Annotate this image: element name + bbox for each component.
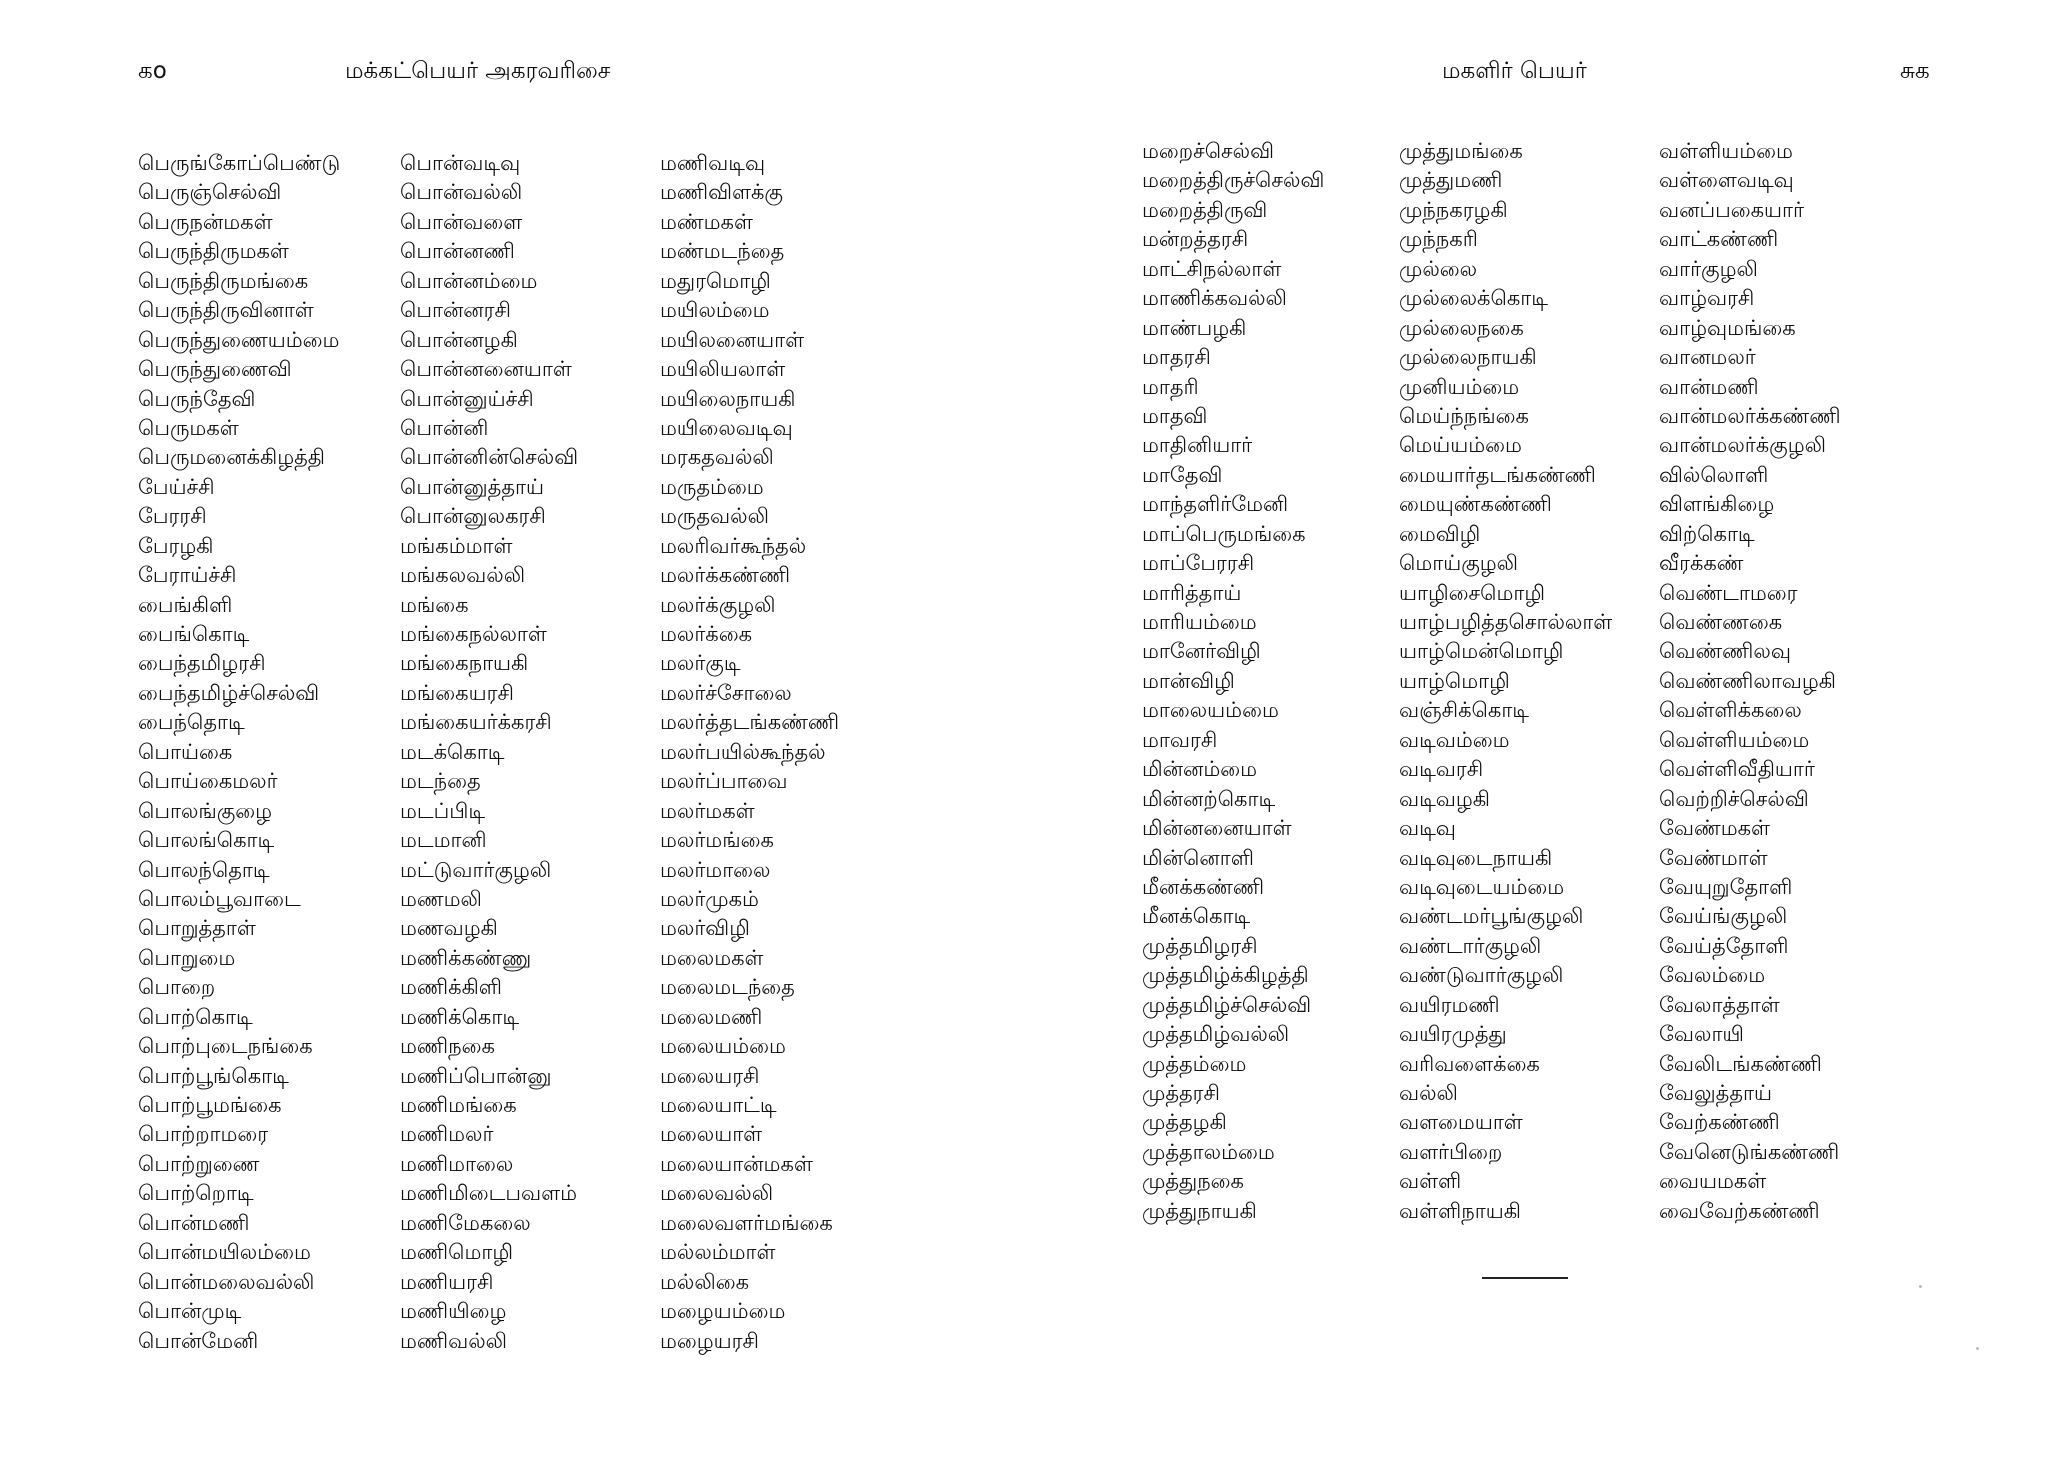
name-entry: மண்மகள் <box>660 209 753 234</box>
name-entry: வேற்கண்ணி <box>1659 1110 1780 1135</box>
name-entry: மெய்யம்மை <box>1399 433 1522 458</box>
name-entry: யாழிசைமொழி <box>1399 580 1546 605</box>
name-entry: மங்கைநாயகி <box>400 651 529 676</box>
name-entry: பொன்மயிலம்மை <box>138 1240 311 1265</box>
right-name-column-2 <box>1399 137 1612 1226</box>
name-entry: பொறுமை <box>138 945 236 970</box>
name-entry: பெருந்துணையம்மை <box>138 327 340 352</box>
name-entry: பைங்கிளி <box>138 592 233 617</box>
name-entry: வெண்ணகை <box>1659 610 1783 634</box>
name-entry: பொற்கொடி <box>138 1004 253 1029</box>
name-entry: முல்லைநகை <box>1399 315 1524 340</box>
name-entry: மணிப்பொன்னு <box>400 1063 552 1088</box>
name-entry: பைந்தமிழரசி <box>138 651 266 676</box>
name-entry: மருதவல்லி <box>660 504 769 529</box>
name-entry: மின்னம்மை <box>1142 757 1258 782</box>
name-entry: பொன்னரசி <box>400 298 511 323</box>
name-entry: மாப்பேரரசி <box>1142 551 1255 576</box>
name-entry: வான்மலர்க்கண்ணி <box>1659 403 1841 428</box>
name-entry: வடிவுடைநாயகி <box>1399 845 1553 870</box>
name-entry: மலைமடந்தை <box>660 975 795 1000</box>
name-entry: பொலம்பூவாடை <box>138 886 301 911</box>
name-entry: மாட்சிநல்லாள் <box>1142 256 1282 281</box>
name-entry: பொற்பூமங்கை <box>138 1093 282 1117</box>
name-entry: மயிலைவடிவு <box>660 415 793 440</box>
name-entry: பெருந்திருமங்கை <box>138 268 309 293</box>
name-entry: மணிவிளக்கு <box>660 180 783 205</box>
name-entry: பொன்வடிவு <box>400 151 521 175</box>
name-entry: பொன்மலைவல்லி <box>138 1269 315 1294</box>
name-entry: விளங்கிழை <box>1659 492 1775 517</box>
name-entry: முத்தமிழ்வல்லி <box>1142 1022 1290 1047</box>
name-entry: மாரித்தாய் <box>1142 580 1242 605</box>
name-entry: வேலாத்தாள் <box>1659 992 1780 1017</box>
name-entry: மங்கை <box>400 592 469 617</box>
name-entry: மட்டுவார்குழலி <box>400 857 552 882</box>
name-entry: பொன்னின்செல்வி <box>400 445 579 470</box>
name-entry: பொன்னுலகரசி <box>400 504 546 529</box>
name-entry: பொன்மணி <box>138 1210 250 1235</box>
name-entry: மலரிவர்கூந்தல் <box>660 533 807 558</box>
name-entry: மணிமிடைபவளம் <box>400 1181 577 1206</box>
name-entry: பேரழகி <box>138 533 214 558</box>
name-entry: மாந்தளிர்மேனி <box>1142 492 1289 517</box>
name-entry: மரகதவல்லி <box>660 445 774 470</box>
name-entry: பொன்னி <box>400 415 489 440</box>
name-entry: முல்லைக்கொடி <box>1399 286 1548 311</box>
name-entry: மடப்பிடி <box>400 798 486 823</box>
name-entry: பெருந்திருமகள் <box>138 239 289 264</box>
left-page-title: மக்கட்பெயர் அகரவரிசை <box>345 58 611 84</box>
left-name-column-2 <box>400 149 578 1356</box>
name-entry: பொன்வளை <box>400 209 523 234</box>
name-entry: வீரக்கண் <box>1659 551 1744 576</box>
name-entry: மணிக்கொடி <box>400 1004 520 1029</box>
name-entry: பெருந்திருவினாள் <box>138 298 314 323</box>
name-entry: மண்மடந்தை <box>660 239 785 264</box>
name-entry: மலர்ச்சோலை <box>660 680 792 705</box>
name-entry: மாதவி <box>1142 403 1208 428</box>
name-entry: வடிவு <box>1399 816 1456 841</box>
name-entry: மாலையம்மை <box>1142 698 1279 723</box>
name-entry: மணிமொழி <box>400 1240 514 1265</box>
name-entry: மணிவல்லி <box>400 1328 508 1353</box>
name-entry: பைங்கொடி <box>138 622 250 646</box>
name-entry: யாழ்பழித்தசொல்லாள் <box>1399 610 1613 634</box>
name-entry: வண்டார்குழலி <box>1399 933 1542 958</box>
name-entry: வயிரமுத்து <box>1399 1022 1507 1047</box>
name-entry: மங்கையரசி <box>400 680 514 705</box>
name-entry: மணமலி <box>400 886 482 911</box>
name-entry: மாண்பழகி <box>1142 315 1247 340</box>
name-entry: மலர்மகள் <box>660 798 755 823</box>
right-page <box>1024 0 2048 1466</box>
name-entry: பொற்பூங்கொடி <box>138 1063 289 1088</box>
name-entry: வைவேற்கண்ணி <box>1659 1198 1820 1223</box>
name-entry: மாரியம்மை <box>1142 610 1257 634</box>
name-entry: மன்றத்தரசி <box>1142 227 1249 252</box>
name-entry: மலையான்மகள் <box>660 1151 813 1176</box>
right-name-column-3 <box>1659 137 1841 1226</box>
name-entry: மயிலனையாள் <box>660 327 805 352</box>
name-entry: விற்கொடி <box>1659 521 1755 546</box>
name-entry: மலர்மாலை <box>660 857 771 882</box>
name-entry: மலைமணி <box>660 1004 763 1029</box>
name-entry: வேயுறுதோளி <box>1659 874 1793 899</box>
name-entry: வடிவரசி <box>1399 757 1484 782</box>
name-entry: மணிக்கண்ணு <box>400 945 532 970</box>
name-entry: மைவிழி <box>1399 521 1481 546</box>
name-entry: மொய்குழலி <box>1399 551 1519 576</box>
name-entry: வேலிடங்கண்ணி <box>1659 1051 1822 1076</box>
name-entry: பெருமனைக்கிழத்தி <box>138 445 325 470</box>
name-entry: மலைவளர்மங்கை <box>660 1210 833 1235</box>
name-entry: பெருநன்மகள் <box>138 209 273 234</box>
name-entry: மலர்விழி <box>660 916 750 941</box>
name-entry: பொன்மேனி <box>138 1328 259 1353</box>
name-entry: வெள்ளியம்மை <box>1659 727 1810 752</box>
name-entry: வேண்மாள் <box>1659 845 1768 870</box>
name-entry: பேய்ச்சி <box>138 474 215 499</box>
name-entry: பொன்னனையாள் <box>400 357 572 382</box>
left-page-number: கo <box>138 58 167 84</box>
name-entry: மயிலைநாயகி <box>660 386 796 411</box>
name-entry: மலையரசி <box>660 1063 760 1088</box>
name-entry: மணிமாலை <box>400 1151 514 1176</box>
name-entry: மல்லிகை <box>660 1269 750 1294</box>
name-entry: முல்லைநாயகி <box>1399 345 1537 370</box>
name-entry: முத்தம்மை <box>1142 1051 1247 1076</box>
name-entry: வளர்பிறை <box>1399 1139 1503 1164</box>
name-entry: மணியரசி <box>400 1269 494 1294</box>
left-name-column-1 <box>138 149 340 1356</box>
name-entry: முந்நகரழகி <box>1399 197 1508 222</box>
name-entry: மலர்மங்கை <box>660 828 774 853</box>
name-entry: மின்னொளி <box>1142 845 1254 870</box>
scan-speck <box>1919 1285 1922 1288</box>
name-entry: பொன்னழகி <box>400 327 518 352</box>
name-entry: மணிமலர் <box>400 1122 494 1147</box>
name-entry: மங்கம்மாள் <box>400 533 513 558</box>
name-entry: வடிவம்மை <box>1399 727 1510 752</box>
name-entry: பெருந்துணைவி <box>138 357 292 382</box>
name-entry: பொன்முடி <box>138 1299 242 1324</box>
name-entry: வள்ளியம்மை <box>1659 139 1793 163</box>
name-entry: வளமையாள் <box>1399 1110 1523 1135</box>
name-entry: மெய்ந்நங்கை <box>1399 403 1529 428</box>
name-entry: மின்னனையாள் <box>1142 816 1292 841</box>
name-entry: வரிவளைக்கை <box>1399 1051 1540 1076</box>
name-entry: வெள்ளிவீதியார் <box>1659 757 1815 782</box>
name-entry: மயிலம்மை <box>660 298 770 323</box>
name-entry: மறைச்செல்வி <box>1142 139 1274 163</box>
name-entry: வார்குழலி <box>1659 256 1758 281</box>
name-entry: மாப்பெருமங்கை <box>1142 521 1306 546</box>
section-end-rule <box>1482 1277 1568 1279</box>
name-entry: முத்தமிழரசி <box>1142 933 1258 958</box>
name-entry: பேராய்ச்சி <box>138 563 237 588</box>
name-entry: மாவரசி <box>1142 727 1218 752</box>
name-entry: மங்கையர்க்கரசி <box>400 710 552 735</box>
name-entry: மலையாள் <box>660 1122 763 1147</box>
name-entry: வேனெடுங்கண்ணி <box>1659 1139 1840 1164</box>
name-entry: வேண்மகள் <box>1659 816 1771 841</box>
name-entry: பொற்றாமரை <box>138 1122 269 1147</box>
name-entry: வள்ளிநாயகி <box>1399 1198 1521 1223</box>
name-entry: வெண்ணிலாவழகி <box>1659 668 1837 693</box>
name-entry: மணவழகி <box>400 916 498 941</box>
name-entry: முந்நகரி <box>1399 227 1478 252</box>
name-entry: முத்தமிழ்க்கிழத்தி <box>1142 963 1309 988</box>
name-entry: வேலாயி <box>1659 1022 1744 1047</box>
name-entry: யாழ்மொழி <box>1399 668 1510 693</box>
name-entry: வயிரமணி <box>1399 992 1500 1017</box>
name-entry: மறைத்திருச்செல்வி <box>1142 168 1325 193</box>
name-entry: மாதேவி <box>1142 462 1223 487</box>
name-entry: முத்தமிழ்ச்செல்வி <box>1142 992 1312 1017</box>
name-entry: வேய்ங்குழலி <box>1659 904 1788 929</box>
name-entry: மணிநகை <box>400 1034 495 1059</box>
name-entry: வெள்ளிக்கலை <box>1659 698 1802 723</box>
name-entry: மானேர்விழி <box>1142 639 1261 664</box>
name-entry: முத்துநாயகி <box>1142 1198 1257 1223</box>
name-entry: மணிமேகலை <box>400 1210 531 1235</box>
right-page-title: மகளிர் பெயர் <box>1442 58 1587 84</box>
name-entry: மல்லம்மாள் <box>660 1240 776 1265</box>
name-entry: பொன்னணி <box>400 239 515 264</box>
name-entry: பொலங்குழை <box>138 798 273 823</box>
name-entry: மின்னற்கொடி <box>1142 786 1276 811</box>
name-entry: மாதினியார் <box>1142 433 1253 458</box>
name-entry: மலர்ப்பாவை <box>660 769 788 794</box>
name-entry: மாணிக்கவல்லி <box>1142 286 1287 311</box>
name-entry: மங்கலவல்லி <box>400 563 526 588</box>
name-entry: மடமானி <box>400 828 487 853</box>
name-entry: மருதம்மை <box>660 474 764 499</box>
name-entry: மங்கைநல்லாள் <box>400 622 547 646</box>
name-entry: வண்டுவார்குழலி <box>1399 963 1564 988</box>
name-entry: மதுரமொழி <box>660 268 771 293</box>
name-entry: வனப்பகையார் <box>1659 197 1804 222</box>
name-entry: மயிலியலாள் <box>660 357 786 382</box>
name-entry: வல்லி <box>1399 1081 1458 1105</box>
name-entry: மணியிழை <box>400 1299 507 1324</box>
name-entry: பொலங்கொடி <box>138 828 275 853</box>
name-entry: முல்லை <box>1399 256 1478 281</box>
name-entry: மலையம்மை <box>660 1034 786 1059</box>
name-entry: மலைமகள் <box>660 945 764 970</box>
name-entry: மலர்முகம் <box>660 886 759 911</box>
name-entry: மழையரசி <box>660 1328 759 1353</box>
name-entry: வான்மலர்க்குழலி <box>1659 433 1826 458</box>
name-entry: முத்தாலம்மை <box>1142 1139 1275 1164</box>
name-entry: வேய்த்தோளி <box>1659 933 1789 958</box>
name-entry: பேரரசி <box>138 504 207 529</box>
name-entry: வெற்றிச்செல்வி <box>1659 786 1809 811</box>
name-entry: வானமலர் <box>1659 345 1756 370</box>
name-entry: மாதரி <box>1142 374 1199 399</box>
name-entry: பொன்வல்லி <box>400 180 523 205</box>
name-entry: மலர்க்கை <box>660 622 753 646</box>
name-entry: முத்துமணி <box>1399 168 1503 193</box>
name-entry: மலைவல்லி <box>660 1181 774 1206</box>
name-entry: பைந்தமிழ்ச்செல்வி <box>138 680 320 705</box>
name-entry: பெருந்தேவி <box>138 386 256 411</box>
name-entry: வள்ளைவடிவு <box>1659 168 1794 193</box>
name-entry: மறைத்திருவி <box>1142 197 1268 222</box>
name-entry: வஞ்சிக்கொடி <box>1399 698 1529 723</box>
name-entry: பொய்கை <box>138 739 233 764</box>
name-entry: வடிவுடையம்மை <box>1399 874 1565 899</box>
name-entry: வாழ்வரசி <box>1659 286 1755 311</box>
name-entry: பொறை <box>138 975 216 1000</box>
name-entry: மீனக்கண்ணி <box>1142 874 1265 899</box>
name-entry: மீனக்கொடி <box>1142 904 1251 929</box>
name-entry: முத்துநகை <box>1142 1169 1244 1194</box>
name-entry: வேலுத்தாய் <box>1659 1081 1772 1105</box>
name-entry: பைந்தொடி <box>138 710 245 735</box>
name-entry: வாழ்வுமங்கை <box>1659 315 1796 340</box>
name-entry: மையுண்கண்ணி <box>1399 492 1552 517</box>
name-entry: மலர்பயில்கூந்தல் <box>660 739 826 764</box>
name-entry: வையமகள் <box>1659 1169 1767 1194</box>
name-entry: பெருஞ்செல்வி <box>138 180 282 205</box>
name-entry: பெருமகள் <box>138 415 239 440</box>
name-entry: மலர்க்கண்ணி <box>660 563 791 588</box>
name-entry: பொலந்தொடி <box>138 857 270 882</box>
name-entry: வெண்டாமரை <box>1659 580 1798 605</box>
name-entry: முத்தழகி <box>1142 1110 1227 1135</box>
name-entry: மடந்தை <box>400 769 481 794</box>
name-entry: பொய்கைமலர் <box>138 769 278 794</box>
right-name-column-1 <box>1142 137 1324 1226</box>
name-entry: பொறுத்தாள் <box>138 916 256 941</box>
name-entry: மழையம்மை <box>660 1299 786 1324</box>
name-entry: வேலம்மை <box>1659 963 1766 988</box>
name-entry: மலர்க்குழலி <box>660 592 776 617</box>
name-entry: பொற்றுணை <box>138 1151 260 1176</box>
left-name-column-3 <box>660 149 839 1356</box>
name-entry: மான்விழி <box>1142 668 1235 693</box>
name-entry: வாட்கண்ணி <box>1659 227 1779 252</box>
name-entry: வடிவழகி <box>1399 786 1491 811</box>
name-entry: பெருங்கோப்பெண்டு <box>138 151 341 175</box>
name-entry: வள்ளி <box>1399 1169 1462 1194</box>
name-entry: முத்தரசி <box>1142 1081 1220 1105</box>
name-entry: மணிக்கிளி <box>400 975 502 1000</box>
name-entry: மலர்த்தடங்கண்ணி <box>660 710 840 735</box>
name-entry: முத்துமங்கை <box>1399 139 1523 163</box>
name-entry: மணிமங்கை <box>400 1093 517 1117</box>
name-entry: வான்மணி <box>1659 374 1759 399</box>
name-entry: பொன்னுய்ச்சி <box>400 386 534 411</box>
right-page-number: சுக <box>1900 58 1930 84</box>
name-entry: யாழ்மென்மொழி <box>1399 639 1564 664</box>
name-entry: முனியம்மை <box>1399 374 1520 399</box>
name-entry: வண்டமர்பூங்குழலி <box>1399 904 1584 929</box>
name-entry: வில்லொளி <box>1659 462 1769 487</box>
name-entry: மலர்குடி <box>660 651 741 676</box>
name-entry: மாதரசி <box>1142 345 1211 370</box>
name-entry: வெண்ணிலவு <box>1659 639 1791 664</box>
name-entry: மலையாட்டி <box>660 1093 777 1117</box>
name-entry: பொன்னுத்தாய் <box>400 474 545 499</box>
name-entry: பொற்றொடி <box>138 1181 254 1206</box>
scan-speck <box>1976 1347 1979 1350</box>
name-entry: மடக்கொடி <box>400 739 505 764</box>
name-entry: பொன்னம்மை <box>400 268 538 293</box>
name-entry: மணிவடிவு <box>660 151 766 175</box>
name-entry: மையார்தடங்கண்ணி <box>1399 462 1596 487</box>
name-entry: பொற்புடைநங்கை <box>138 1034 313 1059</box>
